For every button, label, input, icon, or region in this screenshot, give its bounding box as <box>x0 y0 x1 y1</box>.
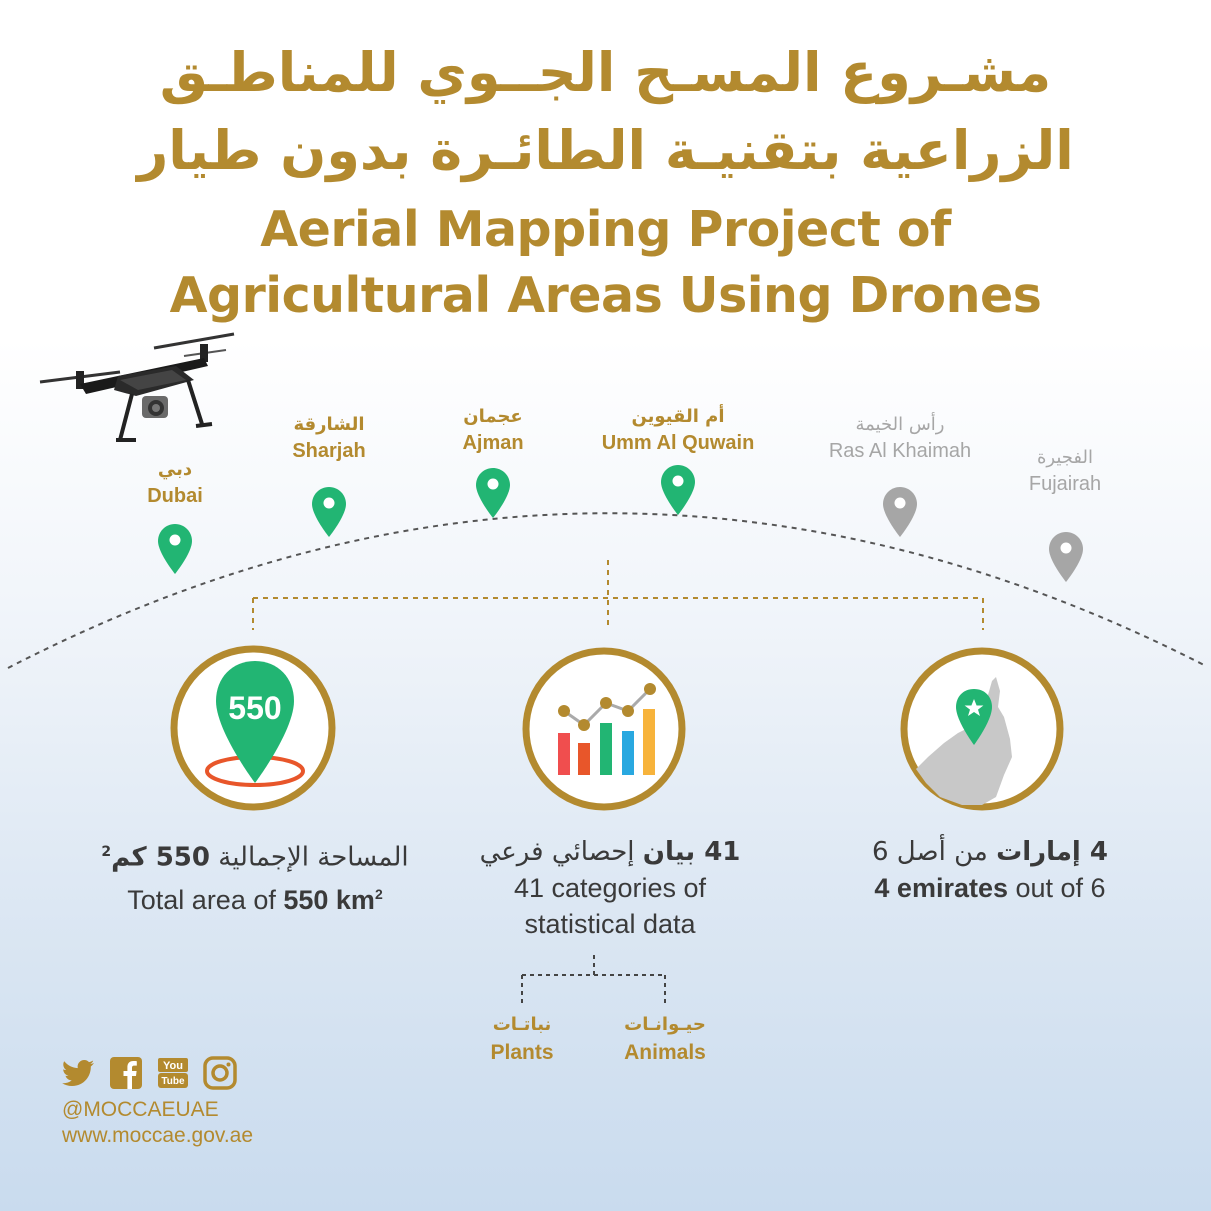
emirates-en-value: 4 emirates <box>874 873 1008 903</box>
city-name-ar: رأس الخيمة <box>855 414 945 435</box>
map-pin-dubai <box>158 524 192 574</box>
city-label-sharjah <box>254 411 404 465</box>
city-label-ras-al-khaimah <box>800 411 1000 465</box>
subcategory-ar: حيـوانـات <box>624 1014 706 1035</box>
city-name-ar: دبي <box>157 459 193 480</box>
area-en-sup: 2 <box>374 885 383 902</box>
city-name-en: Dubai <box>147 485 203 507</box>
facebook-icon[interactable] <box>109 1056 143 1090</box>
title-arabic-line1: مشـروع المسـح الجــوي للمناطـق <box>159 41 1052 104</box>
area-en-value: 550 km <box>283 884 375 915</box>
stat-area-en <box>60 876 450 918</box>
social-links <box>62 1056 237 1090</box>
subcategory-plants <box>462 1011 582 1067</box>
subcategory-en: Animals <box>624 1041 706 1064</box>
chart-circle-icon <box>522 647 686 811</box>
subcategory-en: Plants <box>490 1041 554 1064</box>
drone-icon <box>36 328 242 453</box>
city-name-ar: الشارقة <box>293 414 365 435</box>
youtube-icon[interactable] <box>156 1056 190 1090</box>
city-name-en: Sharjah <box>292 440 366 462</box>
area-circle-icon <box>170 645 336 811</box>
city-name-en: Fujairah <box>1028 473 1102 495</box>
categories-en-line1: 41 categories of <box>513 873 707 903</box>
area-ar-label: المساحة الإجمالية <box>218 842 409 873</box>
map-pin-fujairah <box>1049 532 1083 582</box>
area-badge-text: 550 <box>228 690 282 726</box>
emirates-en-label: out of 6 <box>1008 873 1106 903</box>
map-pin-ajman <box>476 468 510 518</box>
stat-area-ar <box>60 834 450 876</box>
website-link[interactable]: www.moccae.gov.ae <box>62 1124 254 1147</box>
city-label-dubai <box>100 456 250 510</box>
emirates-ar-label: من أصل 6 <box>872 837 997 867</box>
youtube-label-top: You <box>163 1060 183 1072</box>
stat-emirates <box>810 834 1170 906</box>
city-name-ar: أم القيوين <box>631 406 725 427</box>
categories-en-line2: statistical data <box>524 909 696 939</box>
area-ar-sup: 2 <box>101 844 112 860</box>
map-pin-ras-al-khaimah <box>883 487 917 537</box>
city-label-umm-al-quwain <box>568 403 788 457</box>
subcategory-ar: نباتـات <box>492 1014 552 1035</box>
city-name-en: Ajman <box>462 432 524 454</box>
city-name-en: Umm Al Quwain <box>601 432 755 454</box>
instagram-icon[interactable] <box>203 1056 237 1090</box>
area-ar-value: 550 كم <box>111 842 210 873</box>
social-handle[interactable]: @MOCCAEUAE <box>62 1098 219 1121</box>
emirates-ar-value: 4 إمارات <box>996 837 1108 867</box>
stat-emirates-en <box>810 870 1170 906</box>
map-pin-sharjah <box>312 487 346 537</box>
city-label-ajman <box>418 403 568 457</box>
city-label-fujairah <box>995 444 1135 498</box>
stat-categories-ar <box>440 834 780 870</box>
categories-ar-label: إحصائي فرعي <box>479 837 643 867</box>
stat-categories <box>440 834 780 942</box>
title-english-line2: Agricultural Areas Using Drones <box>169 267 1042 324</box>
subcategory-animals <box>600 1011 730 1067</box>
city-name-ar: عجمان <box>463 406 523 427</box>
categories-ar-value: 41 بيان <box>642 837 741 867</box>
twitter-icon[interactable] <box>62 1056 96 1090</box>
uae-map-circle-icon <box>900 647 1064 811</box>
area-en-label: Total area of <box>127 884 284 915</box>
city-name-ar: الفجيرة <box>1036 447 1093 468</box>
youtube-label-bottom: Tube <box>161 1076 185 1087</box>
title-english-line1: Aerial Mapping Project of <box>260 201 951 258</box>
city-name-en: Ras Al Khaimah <box>828 440 972 462</box>
map-pin-umm-al-quwain <box>661 465 695 515</box>
stat-emirates-ar <box>810 834 1170 870</box>
stat-total-area <box>60 834 450 918</box>
title-arabic-line2: الزراعية بتقنيـة الطائـرة بدون طيار <box>137 119 1074 182</box>
